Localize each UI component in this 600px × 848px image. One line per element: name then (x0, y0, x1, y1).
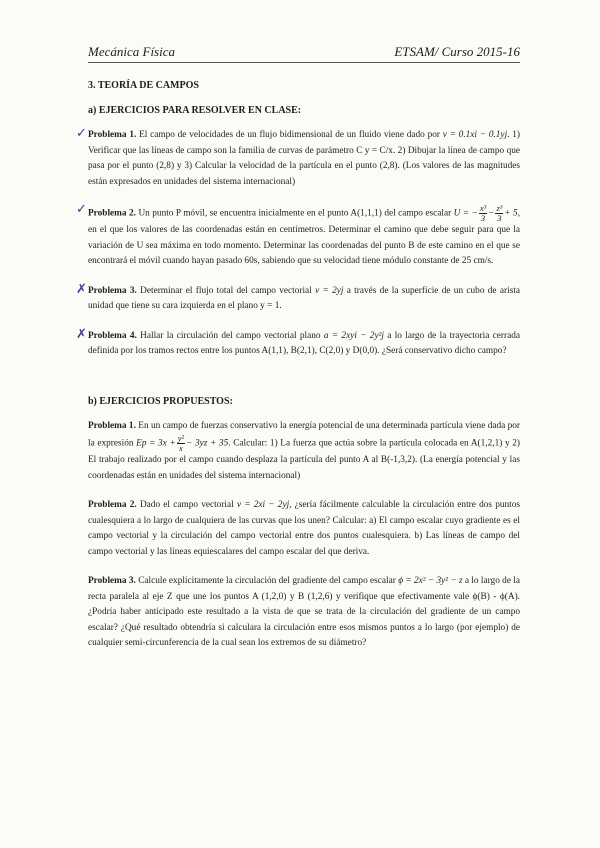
spacer (88, 374, 520, 396)
fraction-numerator: x³ (479, 203, 487, 213)
problem-a2 (76, 202, 521, 270)
problem-formula: ϕ = 2x² − 3y² − z (398, 576, 463, 586)
fraction-denominator: 3 (480, 213, 486, 223)
formula-rhs: − 3yz + 35 (186, 438, 229, 449)
problem-text: Dado el campo vectorial (136, 500, 237, 510)
formula-mid: − (488, 208, 495, 219)
fraction-denominator: x (179, 443, 183, 453)
formula-lhs: Ep = 3x + (136, 438, 176, 449)
problem-text: , ¿sería fácilmente calculable la circulación entre dos puntos cualesquiera a lo largo de cualquiera de las curvas que los unen? Calcular: a) El campo escalar cuyo gradiente es el campo vectorial y la circulación del campo vectorial entre dos puntos cualesquiera. b) Las líneas de campo del campo vectorial y las líneas equiescalares del campo escalar del que deriva. (88, 500, 521, 557)
problem-text: a través de la superficie de un cubo de arista unidad que tiene su cara izquierda en el plano y = 1. (88, 285, 520, 311)
problem-text: Calcule explícitamente la circulación del gradiente del campo escalar (135, 576, 399, 586)
section-title: 3. TEORÍA DE CAMPOS (88, 80, 199, 91)
problem-text: El campo de velocidades de un flujo bidimensional de un fluido viene dado por (136, 130, 443, 140)
fraction (495, 204, 503, 223)
header-course-name: Mecánica Física (88, 44, 175, 59)
fraction-numerator: z³ (496, 203, 503, 213)
fraction (177, 434, 185, 453)
problem-label: Problema 4. (88, 330, 137, 341)
problem-b2 (88, 498, 520, 560)
problem-formula: a = 2xyi − 2y²j (323, 330, 384, 341)
problem-formula: v = 0.1xi − 0.1yj (442, 130, 508, 140)
formula-rhs: + 5 (504, 208, 518, 219)
problem-text: Un punto P móvil, se encuentra inicialmente en el punto A(1,1,1) del campo escalar (136, 208, 454, 219)
page-header (88, 44, 520, 62)
handwritten-check-icon: ✓ (76, 126, 87, 141)
header-rule (88, 62, 520, 63)
fraction-denominator: 3 (497, 213, 502, 223)
problem-text: . Calcular: 1) La fuerza que actúa sobre la partícula colocada en A(1,2,1) y 2) El trabajo realizado por el campo cuando desplaza la partícula del punto A al B(-1,3,2). (La energía potencial y las coordenadas están en unidades del sistema internacional) (88, 438, 520, 481)
problem-text: a lo largo de la recta paralela al eje Z que une los puntos A (1,2,0) y B (1,2,6) y verifique que efectivamente vale ϕ(B) - ϕ(A). ¿Podría haber anticipado este resultado a la vista de que se trata de la circulación del gradiente de un campo escalar? ¿Qué resultado obtendría si calculara la circulación entre esos mismos puntos a lo largo (por ejemplo) de cualquier semi-circunferencia de la cual sean los extremos de su diámetro? (88, 576, 520, 648)
problem-a1 (76, 126, 520, 190)
problem-text: , en el que los valores de las coordenadas están en centímetros. Determinar el camino que debe seguir para que la variación de U sea máxima en todo momento. Determinar las coordenadas del punto B de este camino en el que se encontrará el móvil cuando hayan pasado 60s, sabiendo que su velocidad tiene módulo constante de 25 cm/s. (88, 208, 521, 266)
page-content (76, 80, 521, 666)
problem-label: Problema 3. (88, 576, 136, 586)
handwritten-tick-icon: ✗ (76, 326, 87, 342)
handwritten-check-icon: ✓ (76, 202, 87, 217)
problem-label: Problema 3. (88, 285, 137, 296)
problem-label: Problema 2. (88, 208, 136, 219)
problem-formula: v = 2xi − 2yj (236, 500, 290, 510)
problem-text: . 1) Verificar que las líneas de campo son la familia de curvas de parámetro C y = C/x. 2) Dibujar la línea de campo que pasa por el punto (2,8) y 3) Calcular la velocidad de la partícula en el punto (2,8). (Los valores de las magnitudes están expresados en unidades del sistema internacional) (88, 130, 520, 187)
problem-label: Problema 1. (88, 130, 137, 140)
fraction-numerator: y² (177, 433, 185, 443)
part-b-title: b) EJERCICIOS PROPUESTOS: (88, 395, 233, 407)
problem-a4 (76, 326, 520, 360)
problem-b1 (88, 419, 520, 485)
problem-text: Hallar la circulación del campo vectorial plano (136, 330, 324, 341)
fraction (479, 204, 487, 223)
problem-text: En un campo de fuerzas conservativo la energía potencial de una determinada partícula viene dada por la expresión (88, 420, 520, 449)
problem-label: Problema 2. (88, 500, 137, 510)
problem-text: Determinar el flujo total del campo vectorial (136, 285, 316, 296)
problem-formula: v = 2yj (315, 285, 344, 296)
problem-text: a lo largo de la trayectoria cerrada definida por los tramos rectos entre los puntos A(1,1), B(2,1), C(2,0) y D(0,0). ¿Será conservativo dicho campo? (88, 330, 520, 356)
problem-b3 (88, 574, 520, 652)
header-institution: ETSAM/ Curso 2015-16 (394, 44, 520, 59)
handwritten-tick-icon: ✗ (76, 281, 87, 297)
part-a-title: a) EJERCICIOS PARA RESOLVER EN CLASE: (88, 105, 302, 116)
problem-label: Problema 1. (88, 420, 136, 431)
formula-lhs: U = − (453, 208, 478, 219)
problem-a3 (76, 281, 520, 315)
